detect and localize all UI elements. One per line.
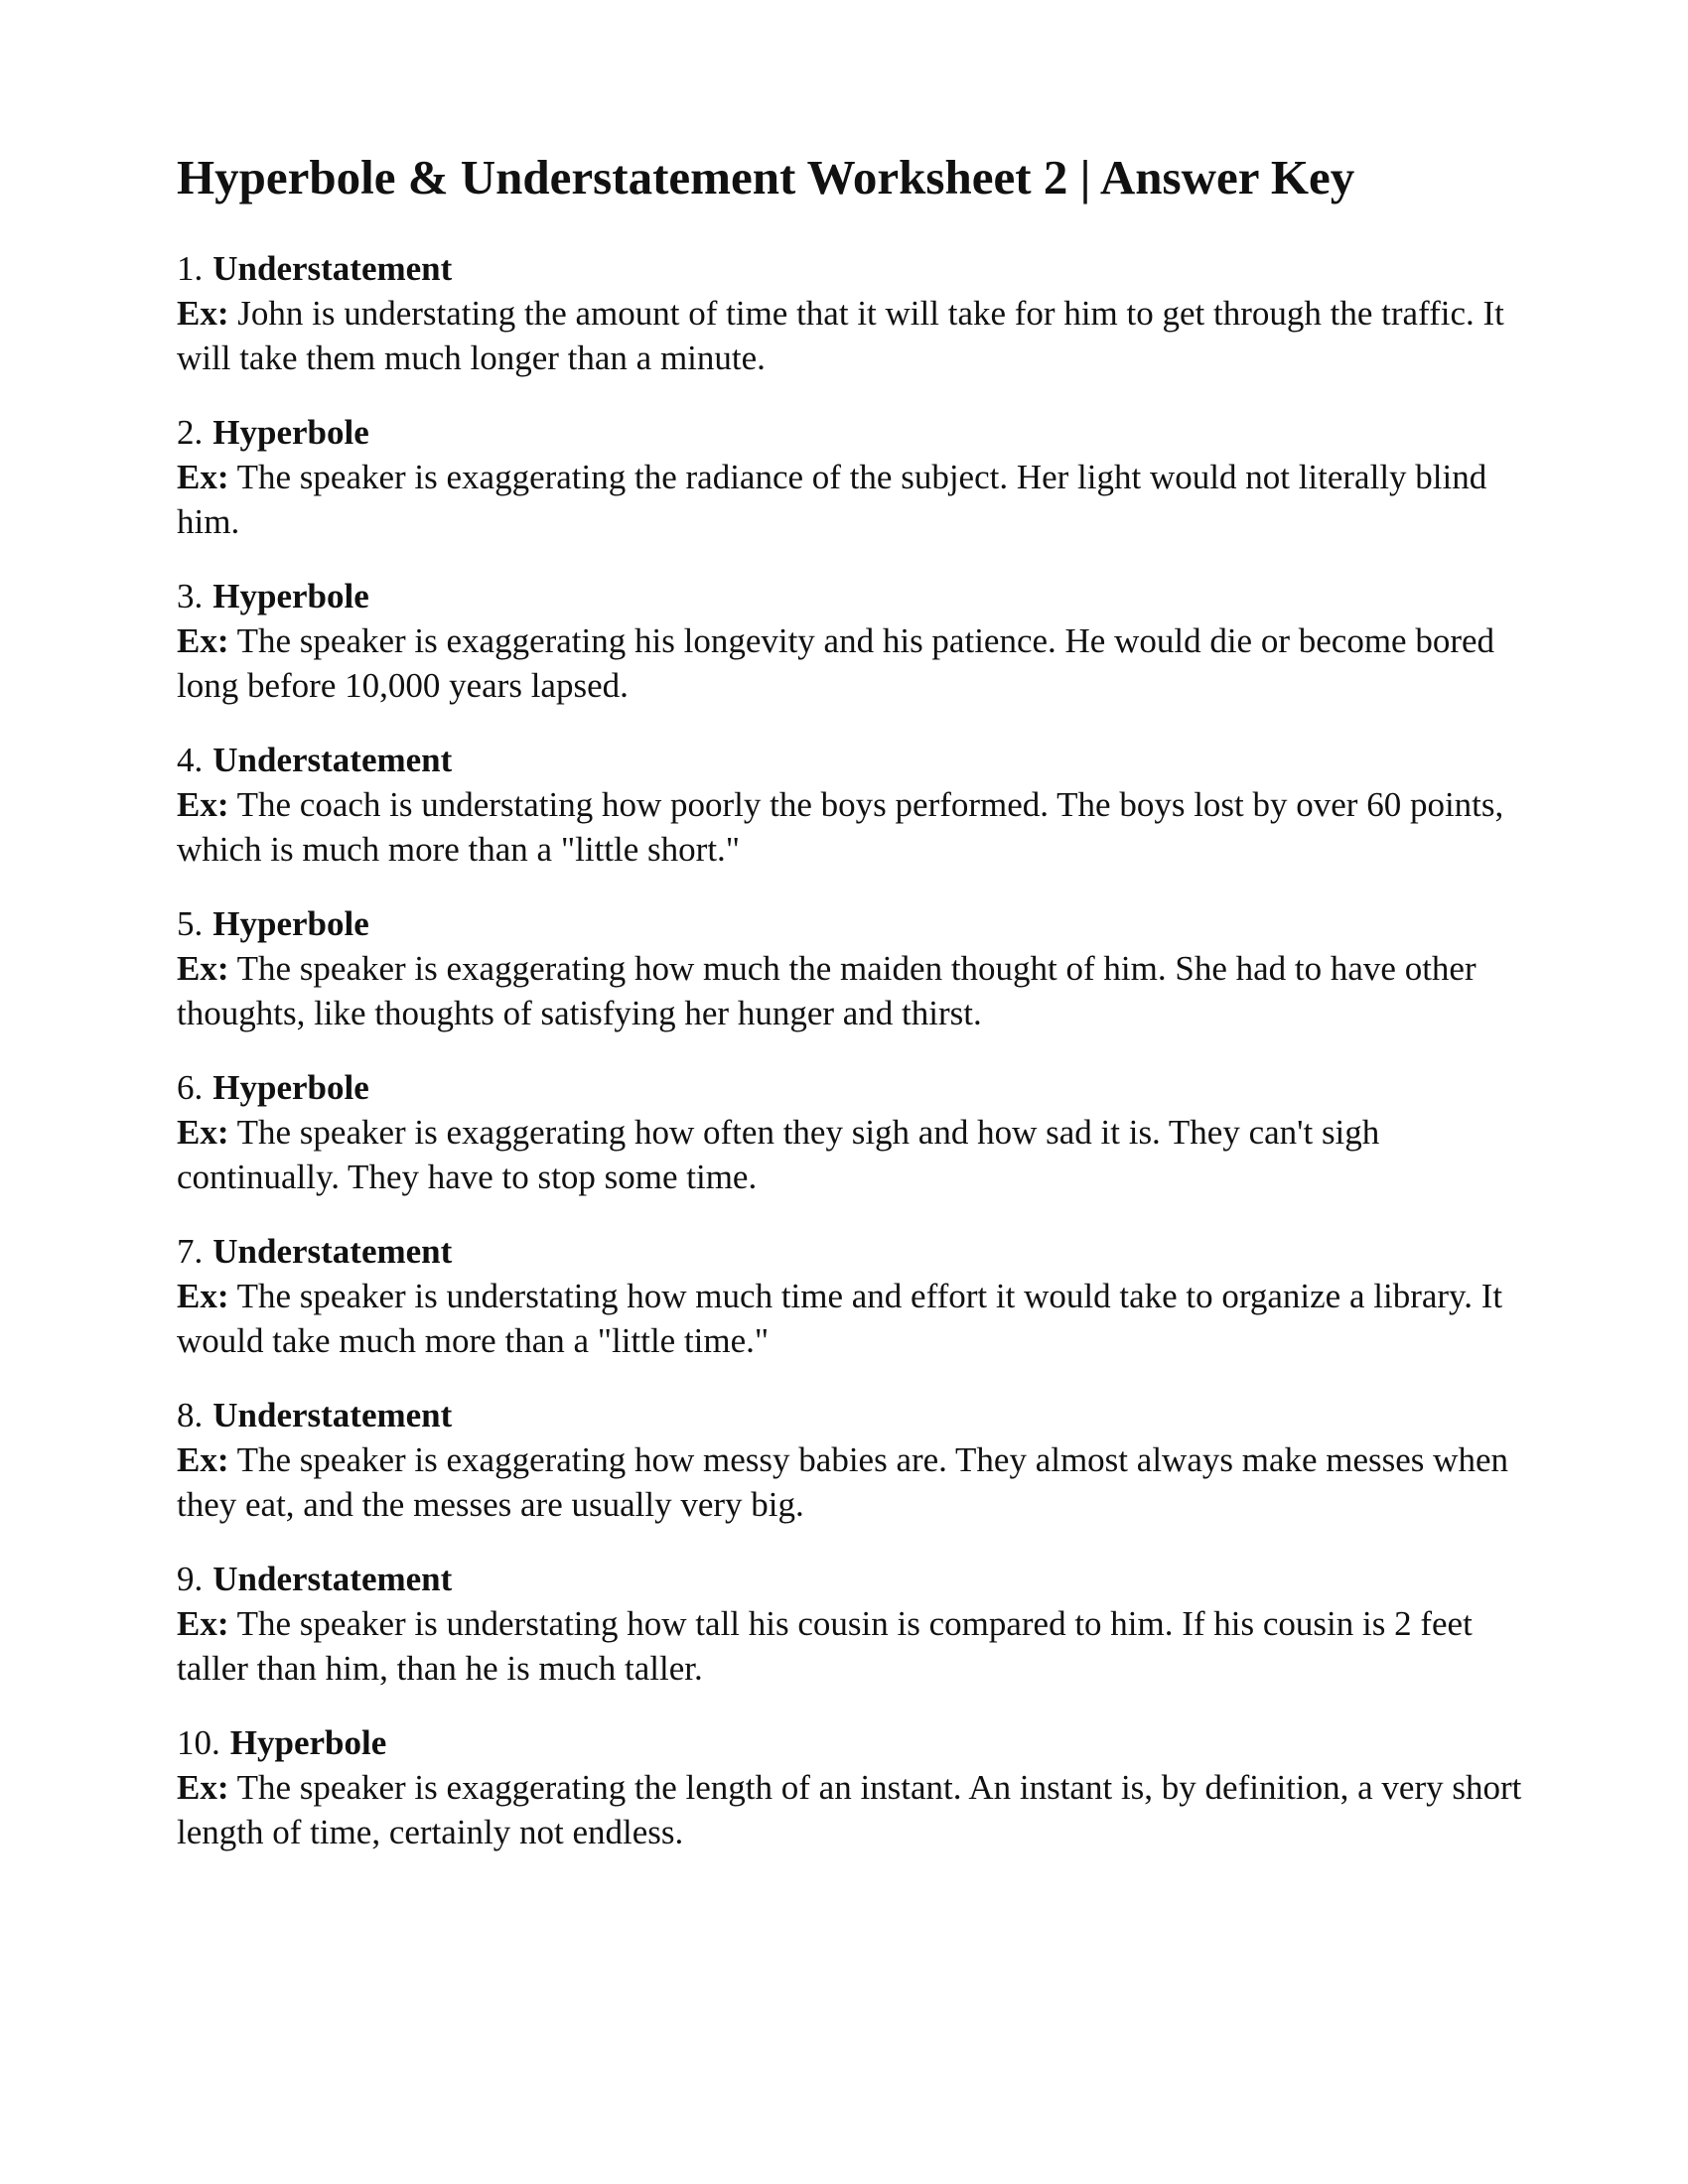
answer-item: [177, 411, 1527, 544]
explanation-text: The speaker is understating how much time and effort it would take to organize a library. It would take much more than a "little time.": [177, 1276, 1503, 1360]
page-title: Hyperbole & Understatement Worksheet 2 | Answer Key: [177, 150, 1355, 205]
ex-label: Ex:: [177, 1276, 229, 1315]
answer-label: Hyperbole: [212, 576, 369, 615]
answer-heading: [177, 739, 1527, 782]
answer-item: [177, 739, 1527, 872]
ex-label: Ex:: [177, 1767, 229, 1807]
answer-number: 4.: [177, 740, 204, 779]
answer-list: [177, 247, 1527, 1854]
answer-number: 9.: [177, 1559, 204, 1598]
explanation-text: The speaker is exaggerating the length of an instant. An instant is, by definition, a very short length of time, certainly not endless.: [177, 1767, 1522, 1851]
answer-explanation: [177, 1110, 1527, 1199]
answer-item: [177, 1558, 1527, 1691]
answer-explanation: [177, 946, 1527, 1035]
ex-label: Ex:: [177, 1439, 229, 1479]
answer-number: 1.: [177, 248, 204, 288]
answer-number: 7.: [177, 1231, 204, 1271]
answer-label: Understatement: [212, 1231, 453, 1271]
ex-label: Ex:: [177, 1112, 229, 1152]
answer-number: 6.: [177, 1067, 204, 1107]
answer-item: [177, 1066, 1527, 1199]
answer-label: Understatement: [212, 248, 453, 288]
answer-item: [177, 1394, 1527, 1527]
explanation-text: The speaker is exaggerating how often they sigh and how sad it is. They can't sigh continually. They have to stop some time.: [177, 1112, 1380, 1196]
answer-explanation: [177, 1274, 1527, 1363]
answer-number: 8.: [177, 1395, 204, 1434]
answer-heading: [177, 1721, 1527, 1765]
answer-label: Hyperbole: [212, 412, 369, 452]
ex-label: Ex:: [177, 620, 229, 660]
answer-explanation: [177, 1601, 1527, 1691]
answer-explanation: [177, 291, 1527, 380]
explanation-text: The coach is understating how poorly the boys performed. The boys lost by over 60 points, which is much more than a "little short.": [177, 784, 1504, 869]
answer-heading: [177, 1558, 1527, 1601]
answer-explanation: [177, 782, 1527, 872]
answer-item: [177, 1230, 1527, 1363]
answer-explanation: [177, 1437, 1527, 1527]
answer-number: 5.: [177, 903, 204, 943]
explanation-text: The speaker is understating how tall his cousin is compared to him. If his cousin is 2 feet taller than him, than he is much taller.: [177, 1603, 1473, 1688]
worksheet-page: [177, 149, 1527, 1885]
answer-heading: [177, 411, 1527, 455]
ex-label: Ex:: [177, 1603, 229, 1643]
answer-number: 3.: [177, 576, 204, 615]
answer-item: [177, 902, 1527, 1035]
explanation-text: The speaker is exaggerating his longevity and his patience. He would die or become bored long before 10,000 years lapsed.: [177, 620, 1495, 705]
answer-explanation: [177, 1765, 1527, 1854]
answer-label: Hyperbole: [212, 903, 369, 943]
ex-label: Ex:: [177, 293, 229, 333]
answer-heading: [177, 1066, 1527, 1110]
answer-item: [177, 575, 1527, 708]
explanation-text: The speaker is exaggerating how much the maiden thought of him. She had to have other thoughts, like thoughts of satisfying her hunger and thirst.: [177, 948, 1477, 1032]
answer-item: [177, 1721, 1527, 1854]
answer-explanation: [177, 618, 1527, 708]
answer-heading: [177, 247, 1527, 291]
answer-label: Understatement: [212, 1395, 453, 1434]
answer-heading: [177, 1394, 1527, 1437]
explanation-text: The speaker is exaggerating the radiance of the subject. Her light would not literally blind him.: [177, 457, 1487, 541]
ex-label: Ex:: [177, 948, 229, 988]
ex-label: Ex:: [177, 784, 229, 824]
answer-label: Understatement: [212, 740, 453, 779]
answer-explanation: [177, 455, 1527, 544]
explanation-text: John is understating the amount of time that it will take for him to get through the traffic. It will take them much longer than a minute.: [177, 293, 1504, 377]
answer-heading: [177, 1230, 1527, 1274]
answer-label: Hyperbole: [229, 1722, 387, 1762]
answer-heading: [177, 575, 1527, 618]
explanation-text: The speaker is exaggerating how messy babies are. They almost always make messes when they eat, and the messes are usually very big.: [177, 1439, 1508, 1524]
answer-number: 2.: [177, 412, 204, 452]
answer-item: [177, 247, 1527, 380]
ex-label: Ex:: [177, 457, 229, 496]
answer-label: Understatement: [212, 1559, 453, 1598]
answer-heading: [177, 902, 1527, 946]
answer-label: Hyperbole: [212, 1067, 369, 1107]
answer-number: 10.: [177, 1722, 220, 1762]
